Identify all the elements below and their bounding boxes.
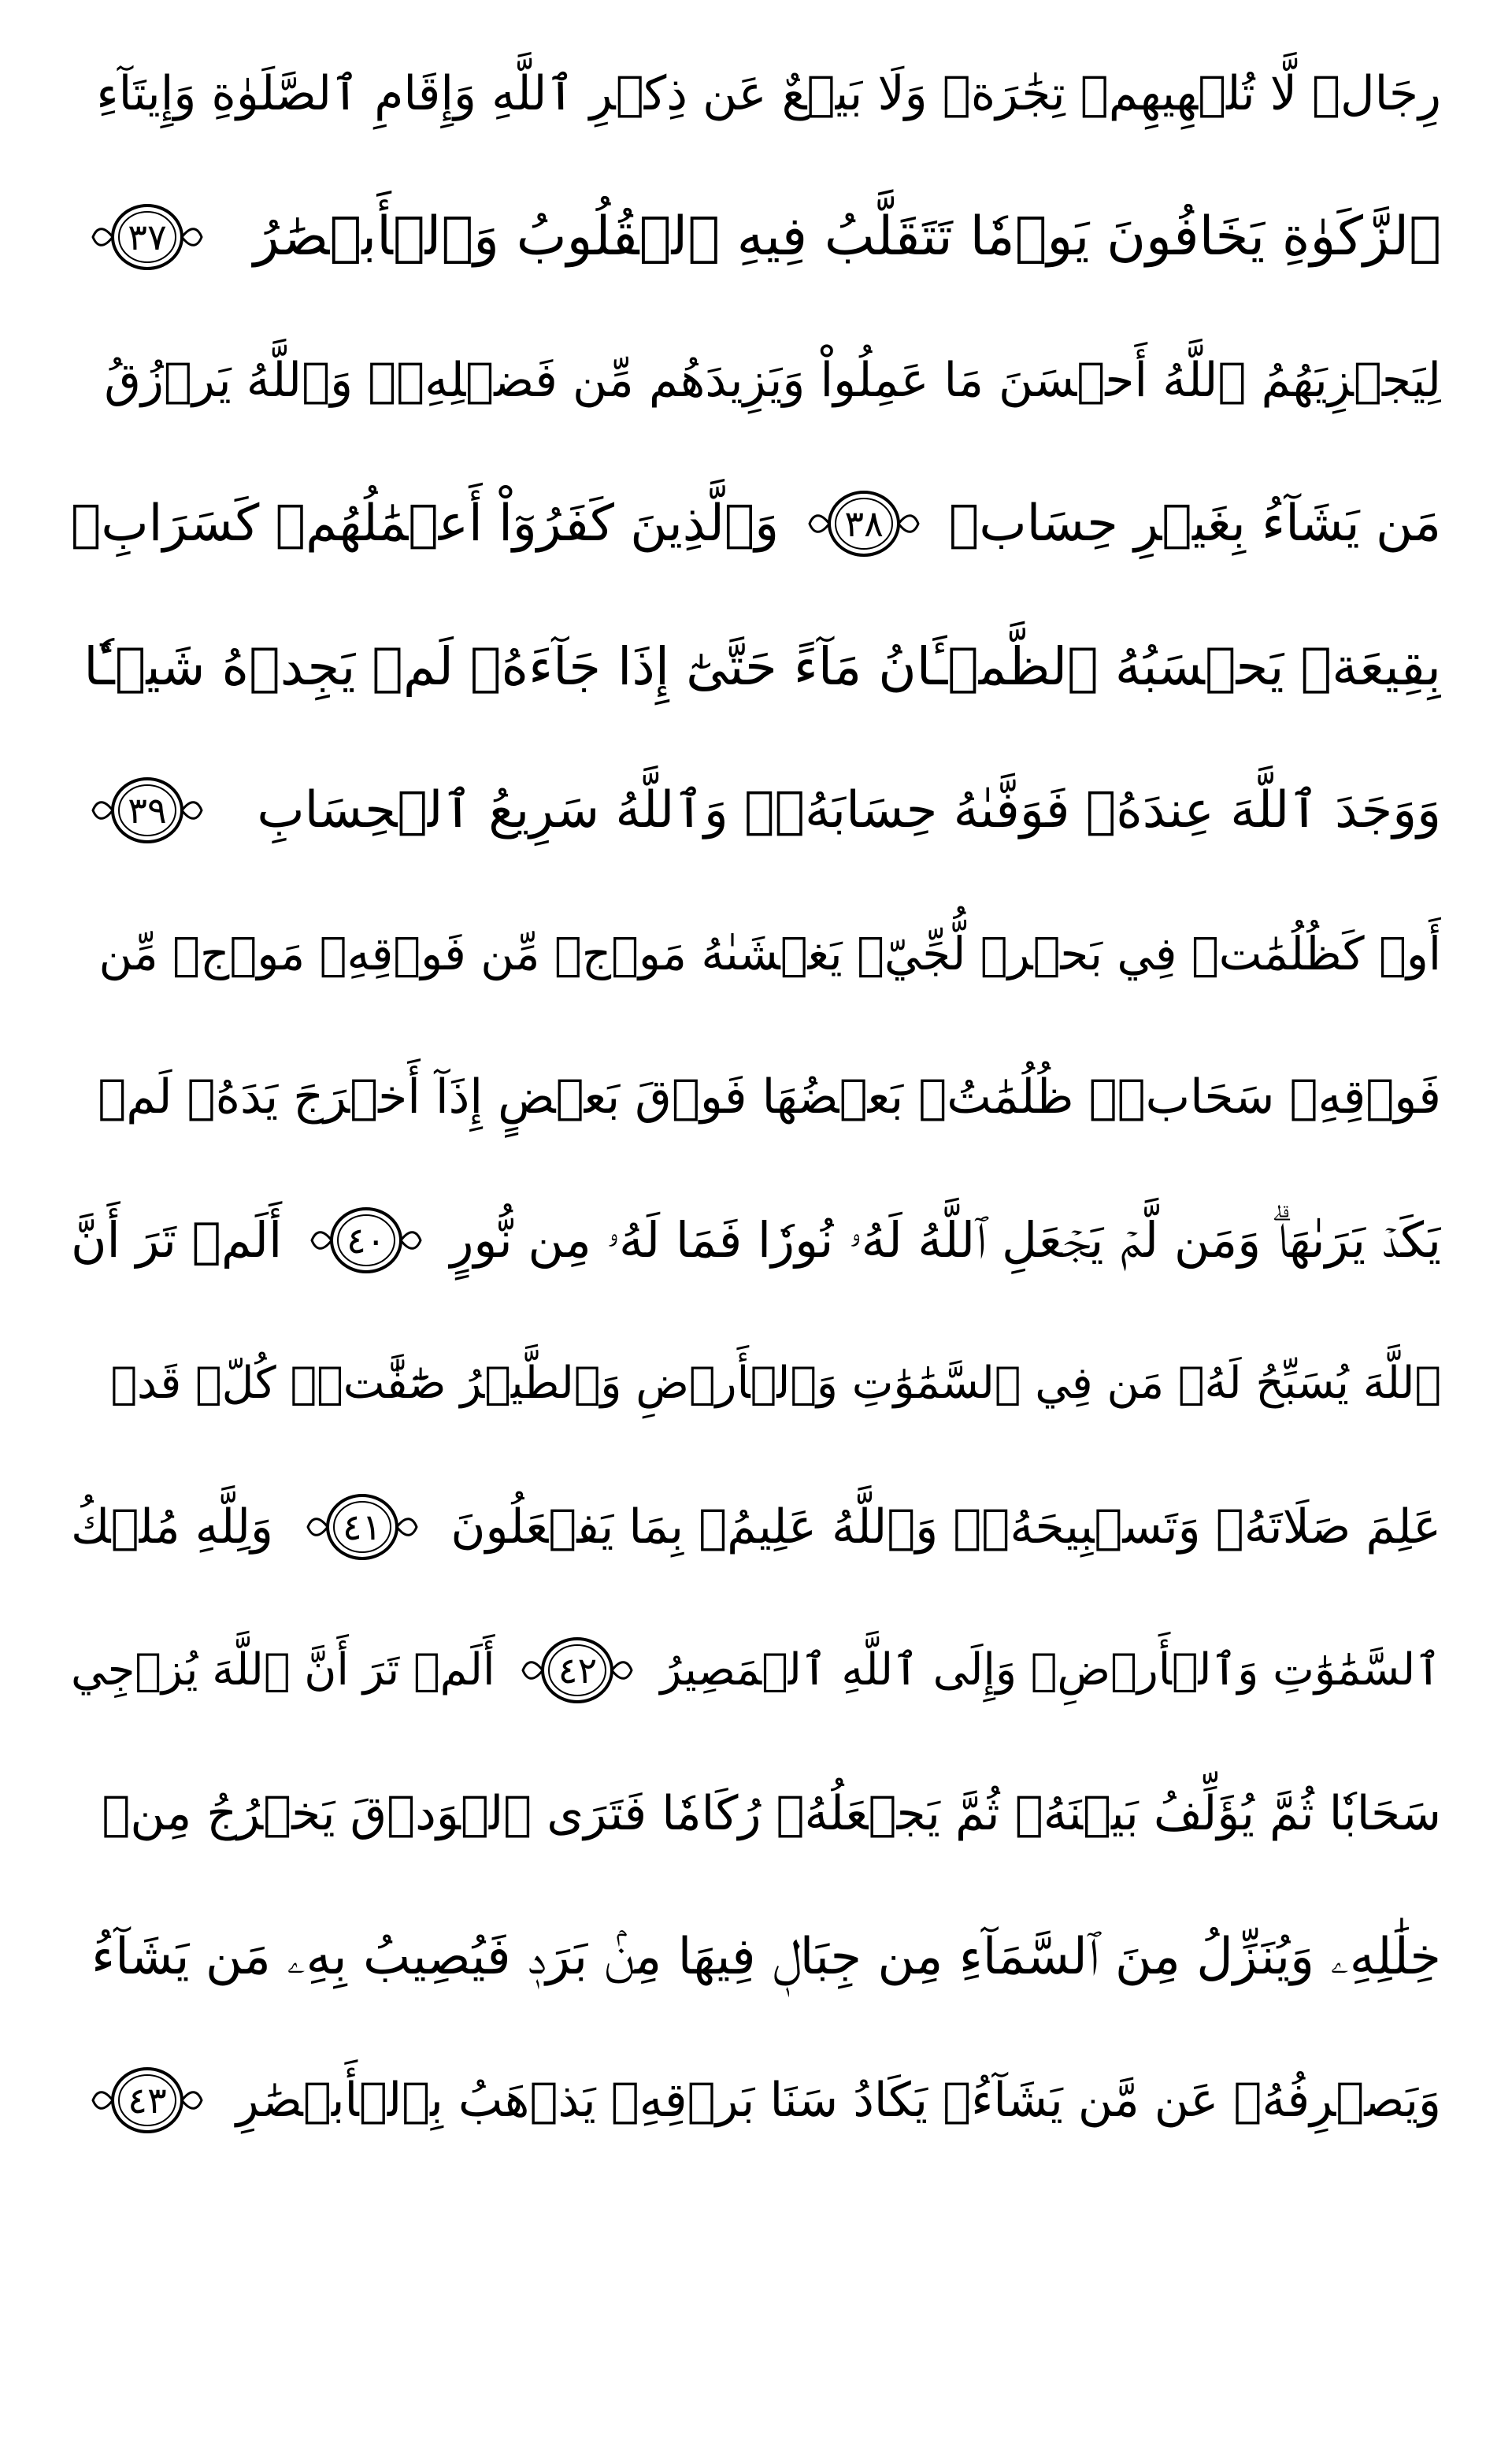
verse-line-9 [71, 1169, 1441, 1312]
ayah-number: ٣٨ [844, 502, 884, 545]
verse-text: خِلَٰلِهِۦ وَيُنَزِّلُ مِنَ ٱلسَّمَآءِ مِن جِبَالٖ فِيهَا مِنۢ بَرَدٖ فَيُصِيبُ بِهِۦ مَن يَشَآءُ [91, 1928, 1441, 1986]
verse-text: بِقِيعَةٖ يَحۡسَبُهُ ٱلظَّمۡـَٔانُ مَآءً حَتَّىٰٓ إِذَا جَآءَهُۥ لَمۡ يَجِدۡهُ شَيۡـٔٗا [83, 636, 1441, 697]
verse-line-2 [71, 165, 1441, 309]
ayah-end-marker-icon [307, 1197, 425, 1284]
verse-line-1 [71, 22, 1441, 165]
ayah-number: ٤٢ [558, 1649, 598, 1692]
verse-text: وَيَصۡرِفُهُۥ عَن مَّن يَشَآءُۖ يَكَادُ سَنَا بَرۡقِهِۦ يَذۡهَبُ بِٱلۡأَبۡصَٰرِ [235, 2073, 1441, 2128]
verse-text: يَكَدۡ يَرَىٰهَاۗ وَمَن لَّمۡ يَجۡعَلِ ٱللَّهُ لَهُۥ نُورٗا فَمَا لَهُۥ مِن نُّورٍ [450, 1211, 1441, 1269]
verse-text: رِجَالٞ لَّا تُلۡهِيهِمۡ تِجَٰرَةٞ وَلَا بَيۡعٌ عَن ذِكۡرِ ٱللَّهِ وَإِقَامِ ٱلصَّلَوٰةِ وَإِيتَآءِ [96, 66, 1441, 121]
verse-text: أَوۡ كَظُلُمَٰتٖ فِي بَحۡرٖ لُّجِّيّٖ يَغۡشَىٰهُ مَوۡجٞ مِّن فَوۡقِهِۦ مَوۡجٞ مِّن [98, 927, 1441, 980]
verse-line-4 [71, 452, 1441, 595]
ayah-end-marker-icon [88, 767, 206, 854]
ayah-end-marker-icon [303, 1484, 421, 1570]
ayah-number: ٣٧ [128, 216, 167, 258]
verse-line-3 [71, 309, 1441, 452]
verse-text: وَٱلَّذِينَ كَفَرُوٓاْ أَعۡمَٰلُهُمۡ كَسَرَابِۭ [71, 495, 780, 553]
verse-line-7 [71, 882, 1441, 1025]
ayah-end-marker-icon [88, 194, 206, 280]
verse-line-15 [71, 2029, 1441, 2172]
verse-text: أَلَمۡ تَرَ أَنَّ [71, 1211, 283, 1269]
verse-text: سَحَابٗا ثُمَّ يُؤَلِّفُ بَيۡنَهُۥ ثُمَّ يَجۡعَلُهُۥ رُكَامٗا فَتَرَى ٱلۡوَدۡقَ يَخۡرُجُ مِنۡ [102, 1786, 1441, 1841]
verse-line-11 [71, 1455, 1441, 1599]
verse-line-6 [71, 739, 1441, 882]
verse-text: ٱلزَّكَوٰةِ يَخَافُونَ يَوۡمٗا تَتَقَلَّبُ فِيهِ ٱلۡقُلُوبُ وَٱلۡأَبۡصَٰرُ [253, 206, 1441, 268]
verse-line-12 [71, 1599, 1441, 1742]
verse-text: فَوۡقِهِۦ سَحَابٞۚ ظُلُمَٰتُۢ بَعۡضُهَا فَوۡقَ بَعۡضٍ إِذَآ أَخۡرَجَ يَدَهُۥ لَمۡ [98, 1069, 1441, 1125]
ayah-end-marker-icon [805, 480, 923, 567]
verse-text: وَلِلَّهِ مُلۡكُ [71, 1499, 273, 1555]
verse-text: وَوَجَدَ ٱللَّهَ عِندَهُۥ فَوَفَّىٰهُ حِسَابَهُۥۗ وَٱللَّهُ سَرِيعُ ٱلۡحِسَابِ [257, 781, 1441, 839]
ayah-end-marker-icon [518, 1627, 636, 1714]
verse-text: مَن يَشَآءُ بِغَيۡرِ حِسَابٖ [948, 495, 1441, 553]
verse-text: عَلِمَ صَلَاتَهُۥ وَتَسۡبِيحَهُۥۗ وَٱللَّهُ عَلِيمُۢ بِمَا يَفۡعَلُونَ [450, 1499, 1441, 1555]
verse-text: ٱلسَّمَٰوَٰتِ وَٱلۡأَرۡضِۖ وَإِلَى ٱللَّهِ ٱلۡمَصِيرُ [660, 1644, 1441, 1696]
verse-text: أَلَمۡ تَرَ أَنَّ ٱللَّهَ يُزۡجِي [71, 1644, 495, 1696]
ayah-number: ٣٩ [128, 789, 167, 832]
ayah-end-marker-icon [88, 2057, 206, 2144]
verse-text: لِيَجۡزِيَهُمُ ٱللَّهُ أَحۡسَنَ مَا عَمِلُواْ وَيَزِيدَهُم مِّن فَضۡلِهِۦۗ وَٱللَّهُ يَرۡزُقُ [104, 353, 1441, 408]
verse-line-5 [71, 595, 1441, 739]
verse-text: ٱللَّهَ يُسَبِّحُ لَهُۥ مَن فِي ٱلسَّمَٰوَٰتِ وَٱلۡأَرۡضِ وَٱلطَّيۡرُ صَٰٓفَّٰتٖۖ كُلّٞ قَدۡ [110, 1358, 1441, 1409]
ayah-number: ٤٠ [346, 1219, 386, 1262]
ayah-number: ٤١ [342, 1506, 382, 1548]
verse-line-13 [71, 1742, 1441, 1885]
verse-line-10 [71, 1312, 1441, 1455]
verse-line-8 [71, 1025, 1441, 1169]
verse-line-14 [71, 1885, 1441, 2029]
ayah-number: ٤٣ [128, 2079, 167, 2122]
